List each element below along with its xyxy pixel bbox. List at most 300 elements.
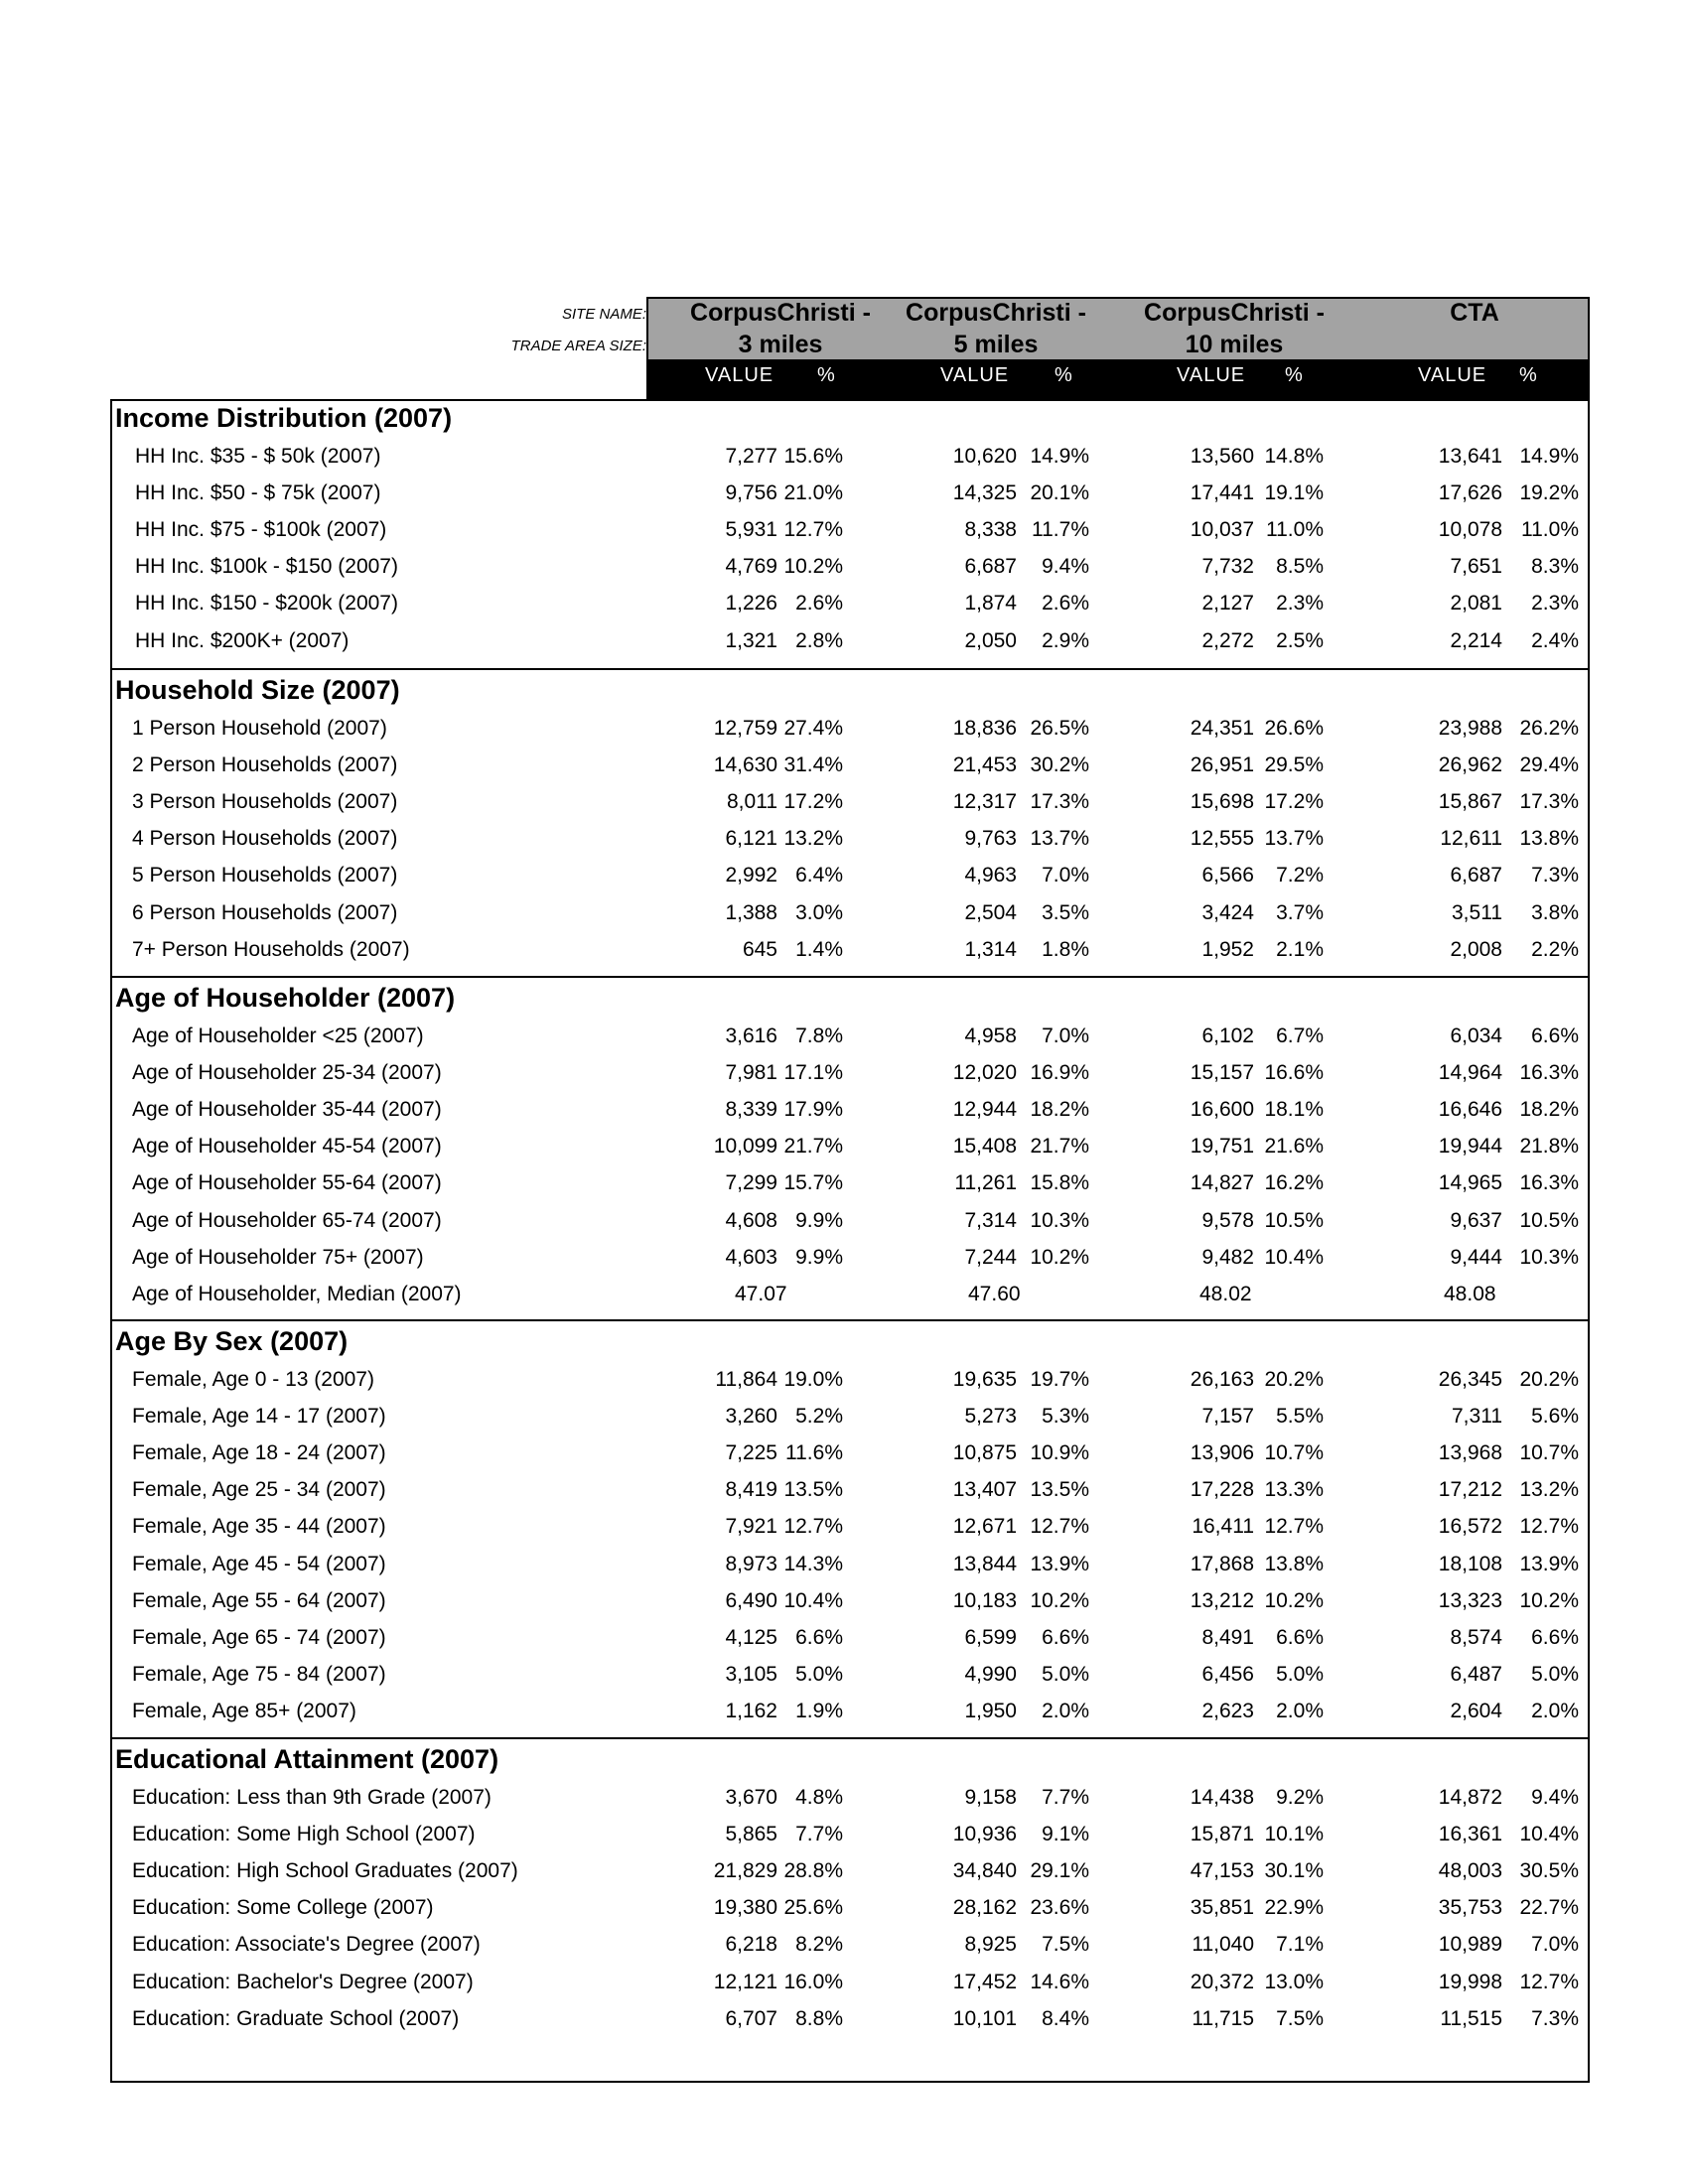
percent-cell: 1.4% <box>795 938 843 961</box>
value-cell: 8,339 <box>725 1098 777 1121</box>
value-cell: 16,646 <box>1438 1098 1502 1121</box>
percent-cell: 7.7% <box>795 1823 843 1845</box>
row-label: Female, Age 14 - 17 (2007) <box>132 1405 386 1428</box>
value-cell: 4,603 <box>725 1246 777 1269</box>
value-cell: 1,950 <box>964 1700 1017 1722</box>
percent-cell: 2.6% <box>795 592 843 614</box>
percent-cell: 21.6% <box>1264 1135 1324 1158</box>
row-label: 1 Person Household (2007) <box>132 717 387 740</box>
row-label: Age of Householder 75+ (2007) <box>132 1246 424 1269</box>
percent-cell: 2.3% <box>1276 592 1324 614</box>
row-label: Education: Some High School (2007) <box>132 1823 476 1845</box>
value-cell: 21,453 <box>952 753 1017 776</box>
percent-cell: 13.2% <box>783 827 843 850</box>
percent-cell: 10.9% <box>1030 1441 1089 1464</box>
value-cell: 4,608 <box>725 1209 777 1232</box>
trade-area-size: 10 miles <box>1185 331 1284 358</box>
percent-cell: 10.3% <box>1519 1246 1579 1269</box>
percent-cell: 2.6% <box>1042 592 1089 614</box>
value-cell: 4,963 <box>964 864 1017 887</box>
value-cell: 13,560 <box>1190 445 1254 468</box>
percent-cell: 13.8% <box>1519 827 1579 850</box>
value-cell: 16,600 <box>1190 1098 1254 1121</box>
percent-cell: 12.7% <box>783 1515 843 1538</box>
percent-cell: 18.1% <box>1264 1098 1324 1121</box>
value-cell: 14,827 <box>1190 1171 1254 1194</box>
section-title: Educational Attainment (2007) <box>115 1744 499 1774</box>
row-label: Education: Associate's Degree (2007) <box>132 1933 481 1956</box>
trade-area-size-label: TRADE AREA SIZE: <box>510 338 646 354</box>
row-label: Education: Less than 9th Grade (2007) <box>132 1786 492 1809</box>
percent-cell: 6.6% <box>1276 1626 1324 1649</box>
value-cell: 13,323 <box>1438 1589 1502 1612</box>
percent-cell: 14.9% <box>1519 445 1579 468</box>
percent-cell: 21.7% <box>1030 1135 1089 1158</box>
value-cell: 6,487 <box>1450 1663 1502 1686</box>
value-cell: 14,630 <box>713 753 777 776</box>
percent-cell: 6.6% <box>1531 1024 1579 1047</box>
percent-cell: 22.7% <box>1519 1896 1579 1919</box>
percent-cell: 10.7% <box>1519 1441 1579 1464</box>
value-cell: 12,020 <box>952 1061 1017 1084</box>
row-label: Female, Age 25 - 34 (2007) <box>132 1478 386 1501</box>
percent-cell: 25.6% <box>783 1896 843 1919</box>
percent-cell: 17.3% <box>1519 790 1579 813</box>
value-cell: 7,732 <box>1201 555 1254 578</box>
value-cell: 16,361 <box>1438 1823 1502 1845</box>
percent-cell: 21.7% <box>783 1135 843 1158</box>
percent-cell: 5.0% <box>795 1663 843 1686</box>
value-cell: 1,226 <box>725 592 777 614</box>
value-cell: 15,867 <box>1438 790 1502 813</box>
percent-cell: 10.2% <box>1264 1589 1324 1612</box>
value-cell: 6,566 <box>1201 864 1254 887</box>
percent-cell: 13.3% <box>1264 1478 1324 1501</box>
value-cell: 8,338 <box>964 518 1017 541</box>
value-cell: 16,411 <box>1192 1515 1254 1538</box>
percent-cell: 28.8% <box>783 1859 843 1882</box>
percent-cell: 3.8% <box>1531 901 1579 924</box>
value-cell: 3,670 <box>725 1786 777 1809</box>
percent-cell: 5.0% <box>1276 1663 1324 1686</box>
site-name: CorpusChristi - <box>906 299 1086 327</box>
row-label: Education: Graduate School (2007) <box>132 2007 460 2030</box>
value-cell: 7,311 <box>1452 1405 1502 1428</box>
value-cell: 6,687 <box>964 555 1017 578</box>
section-title: Household Size (2007) <box>115 675 400 705</box>
percent-cell: 7.0% <box>1042 1024 1089 1047</box>
row-label: 7+ Person Households (2007) <box>132 938 410 961</box>
row-label: Age of Householder, Median (2007) <box>132 1283 462 1305</box>
percent-cell: 22.9% <box>1264 1896 1324 1919</box>
row-label: Age of Householder <25 (2007) <box>132 1024 424 1047</box>
value-cell: 10,099 <box>713 1135 777 1158</box>
percent-cell: 1.9% <box>795 1700 843 1722</box>
percent-cell: 7.7% <box>1042 1786 1089 1809</box>
percent-cell: 6.6% <box>1042 1626 1089 1649</box>
percent-cell: 10.4% <box>1264 1246 1324 1269</box>
value-cell: 2,050 <box>964 629 1017 652</box>
percent-cell: 26.5% <box>1030 717 1089 740</box>
percent-cell: 27.4% <box>783 717 843 740</box>
value-cell: 13,641 <box>1438 445 1502 468</box>
percent-cell: 17.3% <box>1030 790 1089 813</box>
value-cell: 10,037 <box>1190 518 1254 541</box>
value-cell: 9,158 <box>964 1786 1017 1809</box>
value-cell: 10,936 <box>952 1823 1017 1845</box>
value-cell: 21,829 <box>713 1859 777 1882</box>
value-cell: 645 <box>742 938 777 961</box>
percent-cell: 13.9% <box>1030 1553 1089 1575</box>
value-cell: 2,504 <box>964 901 1017 924</box>
median-value: 48.02 <box>1199 1283 1252 1305</box>
value-cell: 14,438 <box>1190 1786 1254 1809</box>
value-cell: 10,101 <box>952 2007 1017 2030</box>
percent-cell: 31.4% <box>783 753 843 776</box>
percent-cell: 13.8% <box>1264 1553 1324 1575</box>
percent-cell: 4.8% <box>795 1786 843 1809</box>
row-label: Age of Householder 45-54 (2007) <box>132 1135 442 1158</box>
value-cell: 2,081 <box>1450 592 1502 614</box>
value-cell: 3,424 <box>1201 901 1254 924</box>
percent-cell: 5.6% <box>1531 1405 1579 1428</box>
value-cell: 48,003 <box>1438 1859 1502 1882</box>
median-value: 47.60 <box>968 1283 1021 1305</box>
row-label: Female, Age 75 - 84 (2007) <box>132 1663 386 1686</box>
value-cell: 17,626 <box>1438 481 1502 504</box>
value-cell: 12,611 <box>1440 827 1502 850</box>
value-cell: 2,214 <box>1450 629 1502 652</box>
percent-cell: 15.7% <box>783 1171 843 1194</box>
percent-cell: 10.2% <box>1030 1246 1089 1269</box>
value-cell: 26,163 <box>1190 1368 1254 1391</box>
percent-cell: 8.8% <box>795 2007 843 2030</box>
row-label: Education: Bachelor's Degree (2007) <box>132 1971 474 1993</box>
value-cell: 6,687 <box>1450 864 1502 887</box>
value-cell: 35,753 <box>1438 1896 1502 1919</box>
percent-cell: 2.1% <box>1276 938 1324 961</box>
value-cell: 18,836 <box>952 717 1017 740</box>
value-cell: 3,616 <box>725 1024 777 1047</box>
value-cell: 12,759 <box>713 717 777 740</box>
percent-cell: 16.3% <box>1519 1061 1579 1084</box>
percent-cell: 11.7% <box>1032 518 1089 541</box>
percent-cell: 2.0% <box>1276 1700 1324 1722</box>
value-cell: 6,218 <box>725 1933 777 1956</box>
value-cell: 2,008 <box>1450 938 1502 961</box>
value-cell: 9,756 <box>725 481 777 504</box>
percent-cell: 19.0% <box>783 1368 843 1391</box>
site-name: CTA <box>1450 299 1499 327</box>
percent-cell: 14.9% <box>1030 445 1089 468</box>
percent-cell: 10.5% <box>1519 1209 1579 1232</box>
percent-cell: 7.5% <box>1276 2007 1324 2030</box>
percent-cell: 15.6% <box>783 445 843 468</box>
row-label: 6 Person Households (2007) <box>132 901 398 924</box>
value-cell: 14,872 <box>1438 1786 1502 1809</box>
percent-cell: 3.0% <box>795 901 843 924</box>
value-cell: 7,225 <box>725 1441 777 1464</box>
percent-cell: 23.6% <box>1030 1896 1089 1919</box>
value-cell: 11,040 <box>1192 1933 1254 1956</box>
row-label: Female, Age 35 - 44 (2007) <box>132 1515 386 1538</box>
percent-cell: 19.1% <box>1264 481 1324 504</box>
value-cell: 19,751 <box>1190 1135 1254 1158</box>
section-divider <box>110 1319 1590 1321</box>
value-cell: 17,228 <box>1190 1478 1254 1501</box>
value-cell: 14,965 <box>1438 1171 1502 1194</box>
value-cell: 10,620 <box>952 445 1017 468</box>
row-label: Female, Age 0 - 13 (2007) <box>132 1368 374 1391</box>
percent-cell: 2.0% <box>1042 1700 1089 1722</box>
value-cell: 17,868 <box>1190 1553 1254 1575</box>
percent-cell: 13.5% <box>1030 1478 1089 1501</box>
value-cell: 17,441 <box>1190 481 1254 504</box>
percent-cell: 29.5% <box>1264 753 1324 776</box>
value-cell: 4,958 <box>964 1024 1017 1047</box>
percent-cell: 29.4% <box>1519 753 1579 776</box>
value-cell: 13,844 <box>952 1553 1017 1575</box>
value-cell: 19,998 <box>1438 1971 1502 1993</box>
section-divider <box>110 668 1590 670</box>
value-cell: 15,871 <box>1190 1823 1254 1845</box>
value-cell: 20,372 <box>1190 1971 1254 1993</box>
value-cell: 3,105 <box>725 1663 777 1686</box>
row-label: 2 Person Households (2007) <box>132 753 398 776</box>
value-cell: 19,944 <box>1438 1135 1502 1158</box>
row-label: Female, Age 55 - 64 (2007) <box>132 1589 386 1612</box>
percent-cell: 30.2% <box>1030 753 1089 776</box>
value-cell: 8,973 <box>725 1553 777 1575</box>
percent-cell: 13.2% <box>1519 1478 1579 1501</box>
value-cell: 11,261 <box>954 1171 1017 1194</box>
percent-cell: 12.7% <box>1030 1515 1089 1538</box>
value-cell: 12,121 <box>713 1971 777 1993</box>
value-cell: 1,952 <box>1201 938 1254 961</box>
percent-cell: 8.4% <box>1042 2007 1089 2030</box>
value-cell: 8,491 <box>1201 1626 1254 1649</box>
percent-cell: 21.8% <box>1519 1135 1579 1158</box>
value-cell: 2,127 <box>1201 592 1254 614</box>
percent-cell: 10.5% <box>1264 1209 1324 1232</box>
percent-cell: 16.2% <box>1264 1171 1324 1194</box>
value-cell: 5,865 <box>725 1823 777 1845</box>
value-cell: 13,407 <box>952 1478 1017 1501</box>
percent-cell: 2.8% <box>795 629 843 652</box>
percent-cell: 16.9% <box>1030 1061 1089 1084</box>
percent-cell: 16.0% <box>783 1971 843 1993</box>
percent-cell: 7.0% <box>1531 1933 1579 1956</box>
row-label: HH Inc. $75 - $100k (2007) <box>135 518 387 541</box>
percent-cell: 19.2% <box>1519 481 1579 504</box>
percent-cell: 21.0% <box>783 481 843 504</box>
percent-cell: 16.3% <box>1519 1171 1579 1194</box>
value-column-header: VALUE <box>1177 364 1246 386</box>
value-cell: 10,078 <box>1438 518 1502 541</box>
row-label: HH Inc. $35 - $ 50k (2007) <box>135 445 381 468</box>
row-label: Female, Age 18 - 24 (2007) <box>132 1441 386 1464</box>
percent-cell: 7.5% <box>1042 1933 1089 1956</box>
percent-column-header: % <box>1285 364 1304 386</box>
percent-cell: 15.8% <box>1030 1171 1089 1194</box>
percent-cell: 17.1% <box>783 1061 843 1084</box>
value-cell: 12,555 <box>1190 827 1254 850</box>
value-cell: 11,515 <box>1440 2007 1502 2030</box>
value-cell: 2,272 <box>1201 629 1254 652</box>
value-column-header: VALUE <box>705 364 774 386</box>
value-cell: 14,964 <box>1438 1061 1502 1084</box>
percent-cell: 10.2% <box>1030 1589 1089 1612</box>
value-cell: 15,408 <box>952 1135 1017 1158</box>
value-cell: 10,183 <box>952 1589 1017 1612</box>
value-cell: 3,260 <box>725 1405 777 1428</box>
percent-cell: 7.3% <box>1531 864 1579 887</box>
value-cell: 2,604 <box>1450 1700 1502 1722</box>
percent-cell: 9.4% <box>1531 1786 1579 1809</box>
percent-cell: 6.6% <box>795 1626 843 1649</box>
percent-cell: 30.1% <box>1264 1859 1324 1882</box>
value-cell: 6,490 <box>725 1589 777 1612</box>
value-cell: 1,321 <box>725 629 777 652</box>
value-cell: 12,317 <box>952 790 1017 813</box>
value-cell: 6,707 <box>725 2007 777 2030</box>
value-cell: 1,162 <box>725 1700 777 1722</box>
percent-cell: 11.0% <box>1266 518 1324 541</box>
percent-cell: 7.8% <box>795 1024 843 1047</box>
percent-cell: 8.3% <box>1531 555 1579 578</box>
value-cell: 4,125 <box>725 1626 777 1649</box>
percent-cell: 10.3% <box>1030 1209 1089 1232</box>
percent-cell: 6.7% <box>1276 1024 1324 1047</box>
percent-column-header: % <box>1519 364 1538 386</box>
value-cell: 24,351 <box>1190 717 1254 740</box>
percent-cell: 8.2% <box>795 1933 843 1956</box>
percent-cell: 3.7% <box>1276 901 1324 924</box>
value-cell: 18,108 <box>1438 1553 1502 1575</box>
percent-cell: 10.4% <box>1519 1823 1579 1845</box>
percent-cell: 8.5% <box>1276 555 1324 578</box>
percent-cell: 3.5% <box>1042 901 1089 924</box>
percent-cell: 17.9% <box>783 1098 843 1121</box>
percent-cell: 10.2% <box>783 555 843 578</box>
percent-cell: 26.6% <box>1264 717 1324 740</box>
percent-column-header: % <box>1055 364 1073 386</box>
value-cell: 28,162 <box>952 1896 1017 1919</box>
value-cell: 7,981 <box>725 1061 777 1084</box>
value-cell: 4,990 <box>964 1663 1017 1686</box>
value-cell: 5,931 <box>725 518 777 541</box>
percent-cell: 11.6% <box>785 1441 843 1464</box>
value-cell: 10,989 <box>1438 1933 1502 1956</box>
value-cell: 5,273 <box>964 1405 1017 1428</box>
percent-cell: 13.7% <box>1030 827 1089 850</box>
section-divider <box>110 976 1590 978</box>
section-title: Age of Householder (2007) <box>115 983 456 1013</box>
value-cell: 19,635 <box>952 1368 1017 1391</box>
row-label: HH Inc. $150 - $200k (2007) <box>135 592 398 614</box>
value-cell: 12,671 <box>952 1515 1017 1538</box>
value-cell: 9,578 <box>1201 1209 1254 1232</box>
percent-cell: 12.7% <box>783 518 843 541</box>
value-cell: 34,840 <box>952 1859 1017 1882</box>
percent-cell: 30.5% <box>1519 1859 1579 1882</box>
percent-cell: 10.4% <box>783 1589 843 1612</box>
row-label: Female, Age 45 - 54 (2007) <box>132 1553 386 1575</box>
percent-cell: 2.4% <box>1531 629 1579 652</box>
percent-cell: 14.3% <box>783 1553 843 1575</box>
percent-cell: 7.1% <box>1276 1933 1324 1956</box>
row-label: Age of Householder 25-34 (2007) <box>132 1061 442 1084</box>
row-label: HH Inc. $200K+ (2007) <box>135 629 350 652</box>
percent-cell: 13.0% <box>1264 1971 1324 1993</box>
percent-cell: 9.1% <box>1042 1823 1089 1845</box>
percent-cell: 5.2% <box>795 1405 843 1428</box>
row-label: Female, Age 85+ (2007) <box>132 1700 356 1722</box>
value-cell: 8,419 <box>725 1478 777 1501</box>
percent-cell: 2.5% <box>1276 629 1324 652</box>
value-cell: 9,444 <box>1450 1246 1502 1269</box>
percent-cell: 6.4% <box>795 864 843 887</box>
value-cell: 14,325 <box>952 481 1017 504</box>
site-name-label: SITE NAME: <box>561 306 646 323</box>
value-cell: 6,102 <box>1201 1024 1254 1047</box>
row-label: Female, Age 65 - 74 (2007) <box>132 1626 386 1649</box>
row-label: Age of Householder 65-74 (2007) <box>132 1209 442 1232</box>
value-cell: 7,314 <box>964 1209 1017 1232</box>
percent-cell: 20.2% <box>1519 1368 1579 1391</box>
value-cell: 4,769 <box>725 555 777 578</box>
percent-cell: 5.3% <box>1042 1405 1089 1428</box>
percent-cell: 18.2% <box>1519 1098 1579 1121</box>
row-label: 3 Person Households (2007) <box>132 790 398 813</box>
value-cell: 6,034 <box>1450 1024 1502 1047</box>
value-cell: 26,345 <box>1438 1368 1502 1391</box>
median-value: 47.07 <box>735 1283 787 1305</box>
value-cell: 13,968 <box>1438 1441 1502 1464</box>
value-cell: 6,456 <box>1201 1663 1254 1686</box>
row-label: Education: High School Graduates (2007) <box>132 1859 518 1882</box>
percent-cell: 13.7% <box>1264 827 1324 850</box>
value-cell: 17,212 <box>1438 1478 1502 1501</box>
section-divider <box>110 1737 1590 1739</box>
value-cell: 47,153 <box>1190 1859 1254 1882</box>
value-cell: 1,874 <box>964 592 1017 614</box>
value-cell: 8,925 <box>964 1933 1017 1956</box>
value-cell: 7,299 <box>725 1171 777 1194</box>
percent-cell: 9.4% <box>1042 555 1089 578</box>
percent-cell: 13.9% <box>1519 1553 1579 1575</box>
row-label: 5 Person Households (2007) <box>132 864 398 887</box>
value-cell: 11,864 <box>715 1368 777 1391</box>
value-cell: 11,715 <box>1192 2007 1254 2030</box>
row-label: Education: Some College (2007) <box>132 1896 434 1919</box>
percent-cell: 1.8% <box>1042 938 1089 961</box>
value-cell: 26,962 <box>1438 753 1502 776</box>
row-label: Age of Householder 55-64 (2007) <box>132 1171 442 1194</box>
value-cell: 7,277 <box>725 445 777 468</box>
value-cell: 7,157 <box>1201 1405 1254 1428</box>
percent-cell: 2.3% <box>1531 592 1579 614</box>
row-label: HH Inc. $50 - $ 75k (2007) <box>135 481 381 504</box>
percent-cell: 18.2% <box>1030 1098 1089 1121</box>
value-cell: 6,121 <box>725 827 777 850</box>
value-cell: 17,452 <box>952 1971 1017 1993</box>
percent-cell: 7.3% <box>1531 2007 1579 2030</box>
value-cell: 8,011 <box>727 790 777 813</box>
value-cell: 23,988 <box>1438 717 1502 740</box>
row-label: 4 Person Households (2007) <box>132 827 398 850</box>
percent-cell: 12.7% <box>1519 1971 1579 1993</box>
